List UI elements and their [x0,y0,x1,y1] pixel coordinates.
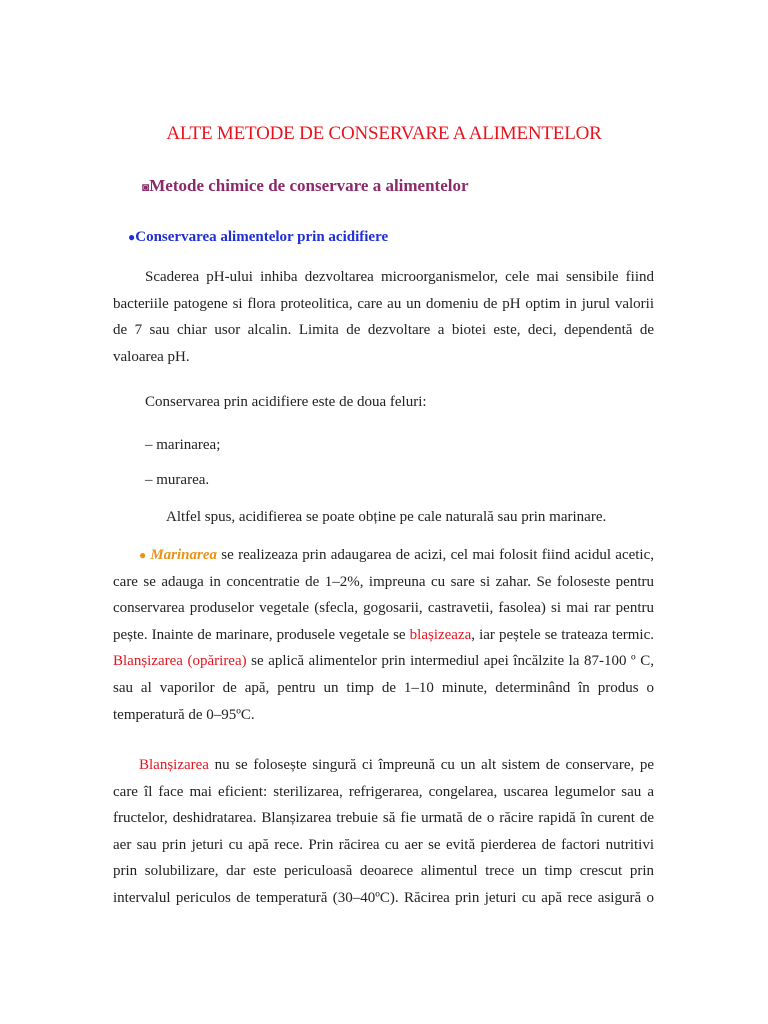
paragraph-line: de 7 sau chiar usor alcalin. Limita de dezvoltare a biotei este, deci, dependentă de [113,322,654,339]
marinarea-term: Marinarea [150,547,218,563]
paragraph-line [113,648,654,675]
section-heading-text: Metode chimice de conservare a alimentelor [149,176,469,195]
list-item: – marinarea; [145,437,221,453]
paragraph-line: bacteriile patogene si flora proteolitica, care au un domeniu de pH optim in jurul valorii [113,295,654,312]
blansizarea-term: Blanșizarea [139,757,209,773]
paragraph-line: care se adauga in concentratie de 1–2%, impreuna cu sare si zahar. Se foloseste pentru [113,573,654,590]
paragraph-line: temperatură de 0–95ºC. [113,706,255,723]
paragraph-line: fructelor, deshidratarea. Blanșizarea trebuie să fie urmată de o răcire rapidă în curent de [113,810,654,827]
section-bullet: ◙ [142,180,150,194]
line-text: se realizeaza prin adaugarea de acizi, cel mai folosit fiind acidul acetic, [217,547,655,563]
blansizarea-oparirea-term: Blanșizarea (opărirea) [113,653,247,670]
paragraph-line: conservarea produselor vegetale (sfecla, gogosarii, castravetii, fasolea) si mai rar pentru [113,600,654,617]
line-text: se aplică alimentelor prin intermediul apei încălzite la 87-100 º C, [246,653,654,670]
paragraph-line [113,622,654,649]
paragraph-blansizarea [113,752,654,912]
paragraph-line: aer sau prin jeturi cu apă rece. Prin răcirea cu aer se evită pierderea de factori nutritivi [113,836,654,853]
paragraph-acidifiere [113,264,654,370]
subsection-bullet: ● [128,230,136,244]
paragraph-line: Scaderea pH-ului inhiba dezvoltarea microorganismelor, cele mai sensibile fiind [145,269,654,285]
subsection-heading-text: Conservarea alimentelor prin acidifiere [135,229,389,245]
paragraph-line: intervalul periculos de temperatură (30–40ºC). Răcirea prin jeturi cu apă rece asigură o [113,889,654,906]
section-heading [142,176,469,196]
paragraph-line [113,752,654,779]
paragraph-line [113,542,654,569]
line-text: nu se folosește singură ci împreună cu un alt sistem de conservare, pe [208,757,654,773]
list-item: – murarea. [145,472,210,488]
line-text: pește. Inainte de marinare, produsele vegetale se [113,626,410,643]
paragraph-line: care îl face mai eficient: sterilizarea, refrigerarea, congelarea, uscarea legumelor sau a [113,783,654,800]
marinarea-bullet: ● [139,548,151,562]
paragraph-line: valoarea pH. [113,348,190,365]
page-title: ALTE METODE DE CONSERVARE A ALIMENTELOR [166,123,602,144]
altfel-text: Altfel spus, acidifierea se poate obține pe cale naturală sau prin marinare. [166,509,607,525]
intro-text: Conservarea prin acidifiere este de doua feluri: [145,394,427,410]
paragraph-line: prin solubilizare, dar este periculoasă deoarece alimentul trece un timp crescut prin [113,863,654,880]
paragraph-line: sau al vaporilor de apă, pentru un timp de 1–10 minute, determinând în produs o [113,679,654,696]
line-text: , iar peștele se trateaza termic. [471,626,654,643]
blasizeaza-term: blașizeaza [409,626,472,643]
subsection-heading [128,229,388,246]
paragraph-marinarea [113,542,654,728]
